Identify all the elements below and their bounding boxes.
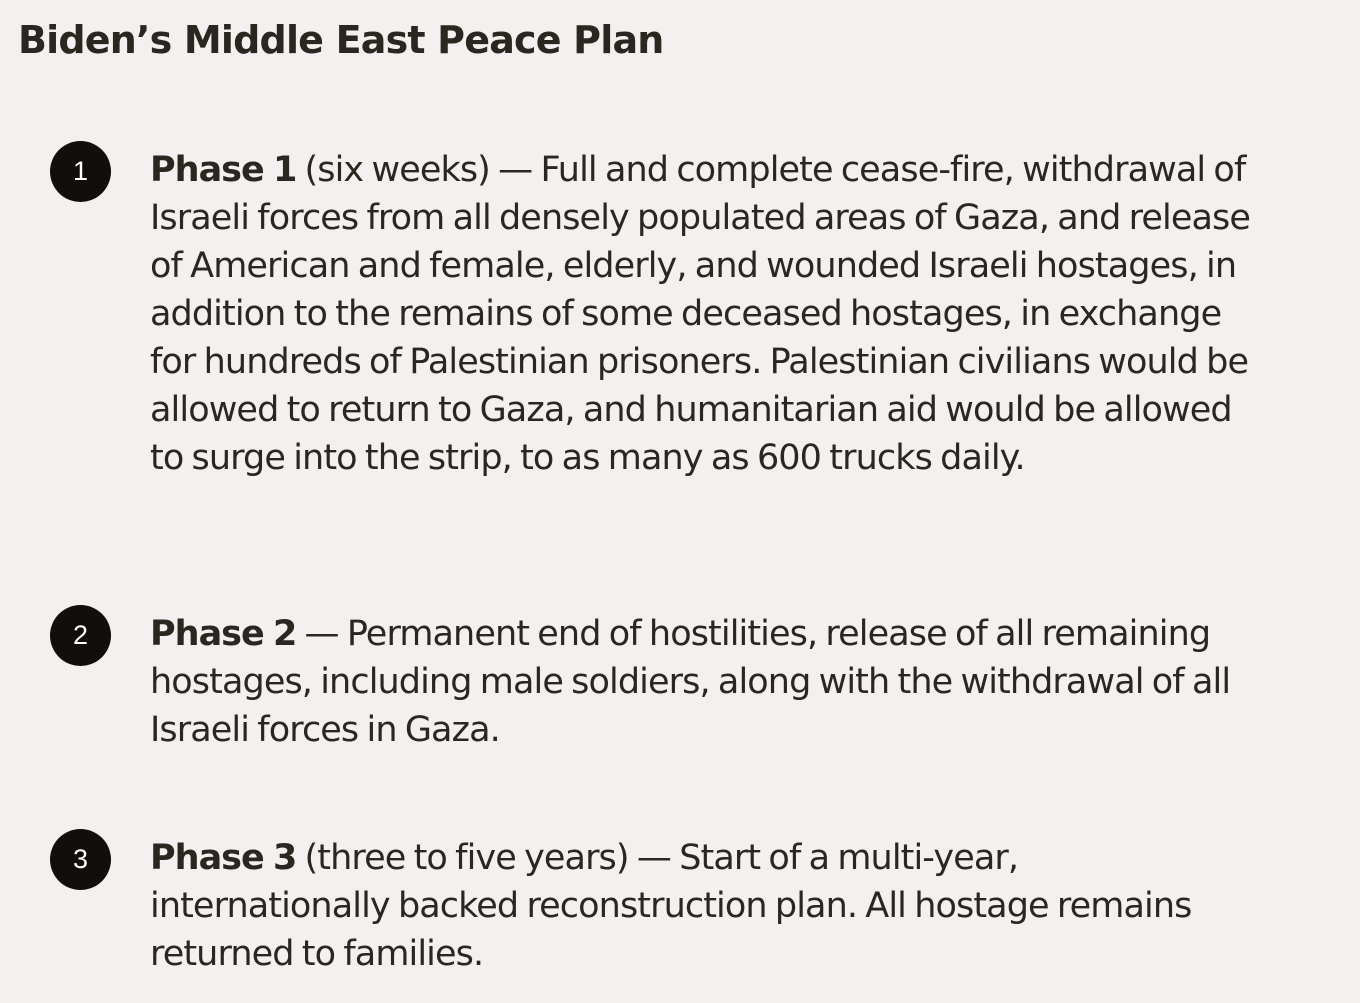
- phase-label: Phase 1: [150, 150, 297, 190]
- phase-number-badge: 1: [50, 141, 111, 202]
- phase-text: — Permanent end of hostilities, release of all remaining hostages, including male soldiers, along with the withdrawal of all Israeli forces in Gaza.: [150, 614, 1231, 750]
- phase-description: [150, 610, 1260, 754]
- phase-description: [150, 146, 1260, 482]
- phase-description: [150, 834, 1260, 978]
- phase-text: (six weeks) — Full and complete cease-fire, withdrawal of Israeli forces from all densely populated areas of Gaza, and release of American and female, elderly, and wounded Israeli hostages, in addition to the remains of some deceased hostages, in exchange for hundreds of Palestinian prisoners. Palestinian civilians would be allowed to return to Gaza, and humanitarian aid would be allowed to surge into the strip, to as many as 600 trucks daily.: [150, 150, 1250, 478]
- phase-number-badge: 3: [50, 829, 111, 890]
- phase-label: Phase 2: [150, 614, 297, 654]
- page-title: Biden’s Middle East Peace Plan: [18, 18, 664, 62]
- phase-text: (three to five years) — Start of a multi-year, internationally backed reconstruction plan. All hostage remains returned to families.: [150, 838, 1192, 974]
- phase-label: Phase 3: [150, 838, 297, 878]
- phase-number-badge: 2: [50, 605, 111, 666]
